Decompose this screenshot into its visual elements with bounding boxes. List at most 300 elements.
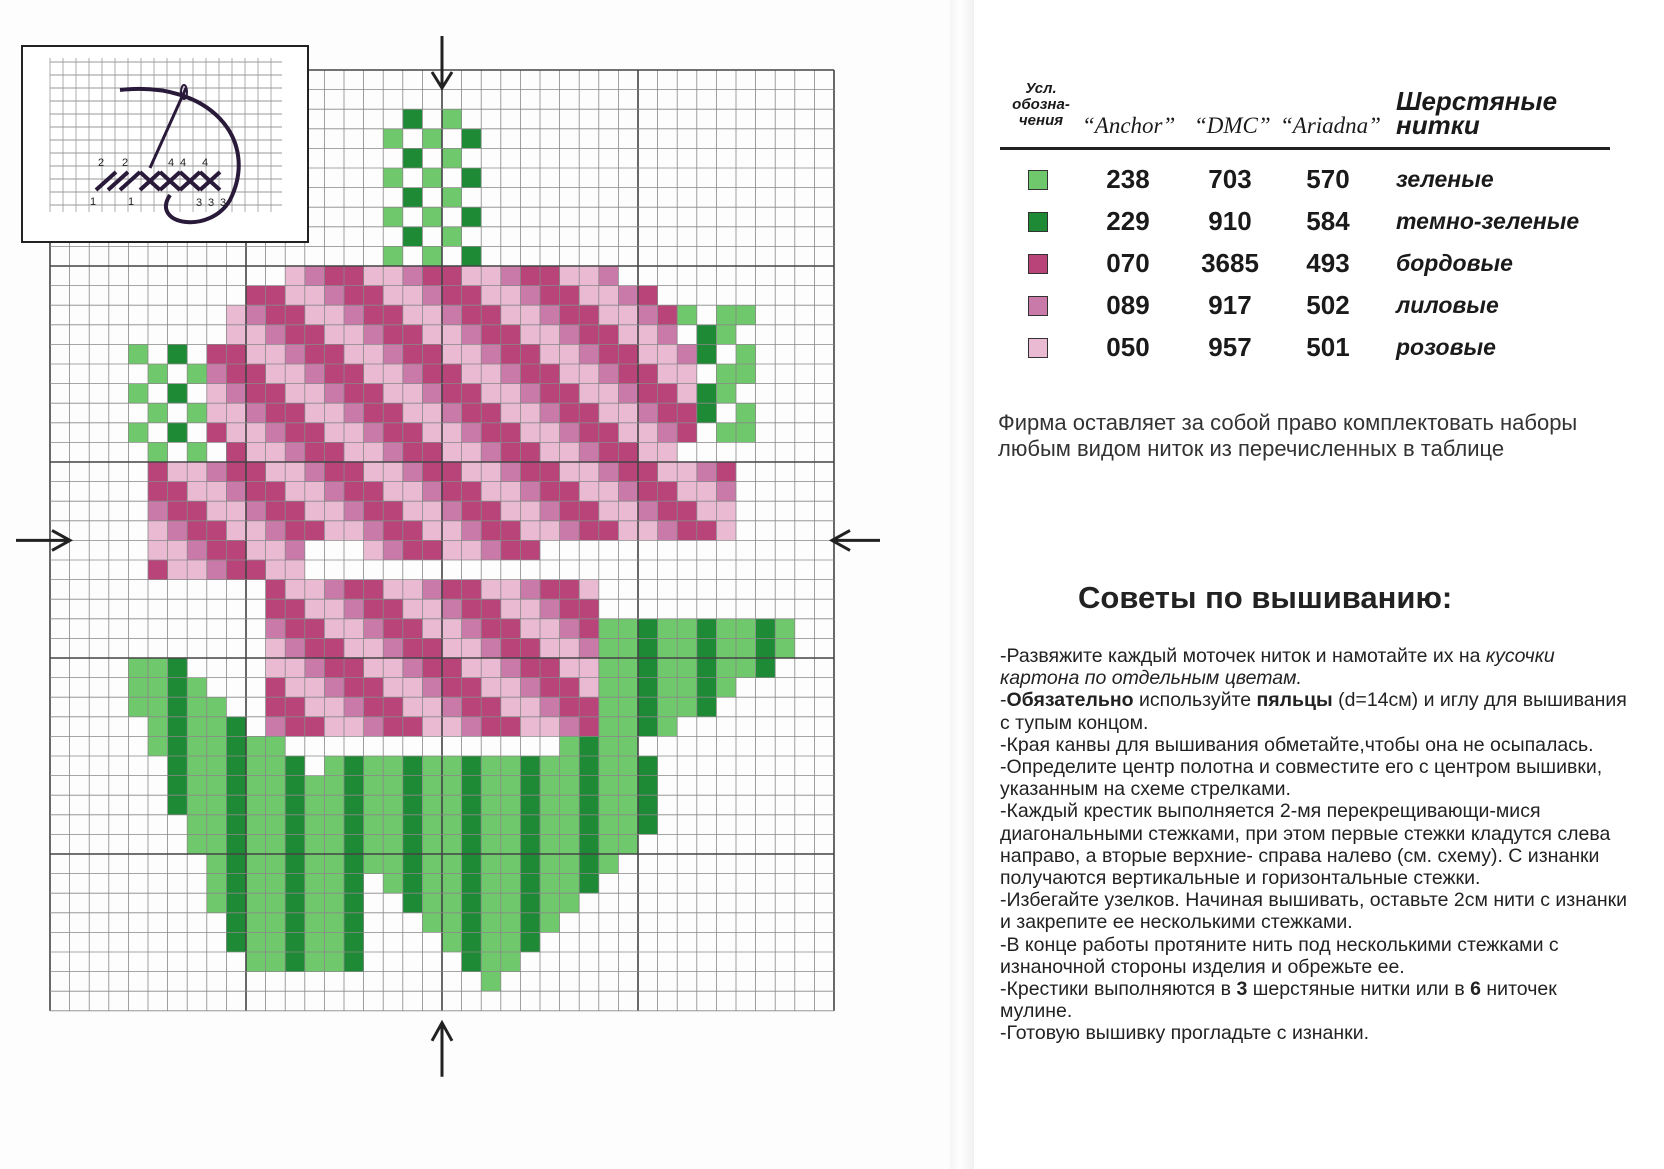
stitch-cell [716, 364, 736, 384]
stitch-cell [246, 305, 266, 325]
stitch-cell [716, 678, 736, 698]
pink-square-icon [1028, 338, 1048, 358]
stitch-cell [128, 697, 148, 717]
stitch-cell [226, 815, 246, 835]
center-arrow-bottom [432, 1023, 452, 1077]
stitch-cell [638, 305, 658, 325]
stitch-cell [324, 815, 344, 835]
stitch-cell [638, 658, 658, 678]
stitch-cell [344, 776, 364, 796]
stitch-cell [246, 482, 266, 502]
stitch-cell [226, 854, 246, 874]
stitch-cell [403, 834, 423, 854]
stitch-cell [599, 638, 619, 658]
stitch-cell [481, 305, 501, 325]
stitch-cell [481, 776, 501, 796]
stitch-cell [736, 658, 756, 678]
stitch-cell [246, 344, 266, 364]
stitch-cell [403, 109, 423, 129]
stitch-cell [442, 776, 462, 796]
stitch-cell [481, 344, 501, 364]
tip-text: -В конце работы протяните нить под несколькими стежками с изнаночной стороны изделия и обрежьте ее. [1000, 933, 1559, 978]
stitch-cell [520, 442, 540, 462]
stitch-cell [364, 795, 384, 815]
stitch-cell [501, 893, 521, 913]
stitch-cell [540, 638, 560, 658]
stitch-cell [403, 482, 423, 502]
stitch-cell [520, 815, 540, 835]
stitch-cell [579, 462, 599, 482]
stitch-cell [560, 364, 580, 384]
stitch-cell [148, 442, 168, 462]
tip-text: (d=14см) и иглу для вышивания с тупым концом. [1000, 689, 1627, 734]
stitch-cell [442, 227, 462, 247]
stitch-cell [324, 384, 344, 404]
stitch-cell [520, 756, 540, 776]
stitch-cell [422, 638, 442, 658]
stitch-cell [462, 540, 482, 560]
stitch-cell [305, 697, 325, 717]
stitch-cell [148, 521, 168, 541]
stitch-cell [305, 638, 325, 658]
stitch-cell [697, 482, 717, 502]
legend-header-wool: Шерстяные нитки [1396, 86, 1558, 140]
stitch-cell [697, 344, 717, 364]
stitch-cell [285, 932, 305, 952]
tip-text: Обязательно [1006, 689, 1134, 712]
stitch-cell [305, 266, 325, 286]
stitch-cell [422, 344, 442, 364]
stitch-cell [442, 521, 462, 541]
stitch-cell [638, 423, 658, 443]
stitch-cell [383, 697, 403, 717]
stitch-cell [266, 776, 286, 796]
stitch-cell [658, 462, 678, 482]
stitch-cell [305, 717, 325, 737]
stitch-cell [462, 913, 482, 933]
stitch-cell [716, 521, 736, 541]
stitch-cell [403, 325, 423, 345]
stitch-cell [462, 638, 482, 658]
stitch-cell [422, 815, 442, 835]
stitch-cell [246, 854, 266, 874]
stitch-cell [364, 305, 384, 325]
stitch-cell [266, 403, 286, 423]
stitch-cell [187, 403, 207, 423]
stitch-cell [462, 756, 482, 776]
stitch-cell [697, 658, 717, 678]
stitch-cell [697, 403, 717, 423]
stitch-cell [422, 286, 442, 306]
stitch-cell [716, 658, 736, 678]
stitch-cell [462, 403, 482, 423]
stitch-cell [422, 580, 442, 600]
stitch-cell [599, 462, 619, 482]
stitch-cell [148, 403, 168, 423]
stitch-cell [618, 697, 638, 717]
stitch-cell [501, 776, 521, 796]
stitch-cell [618, 462, 638, 482]
stitch-cell [618, 501, 638, 521]
stitch-cell [324, 874, 344, 894]
stitch-cell [207, 403, 227, 423]
stitch-cell [442, 599, 462, 619]
stitch-cell [422, 619, 442, 639]
stitch-cell [481, 697, 501, 717]
stitch-cell [599, 403, 619, 423]
stitch-cell [560, 521, 580, 541]
stitch-cell [148, 482, 168, 502]
stitch-cell [560, 423, 580, 443]
stitch-cell [344, 697, 364, 717]
stitch-cell [520, 893, 540, 913]
stitch-cell [226, 403, 246, 423]
stitch-cell [187, 442, 207, 462]
stitch-cell [462, 344, 482, 364]
stitch-cell [481, 521, 501, 541]
stitch-cell [716, 384, 736, 404]
stitch-cell [422, 893, 442, 913]
stitch-cell [618, 344, 638, 364]
stitch-cell [520, 795, 540, 815]
stitch-cell [226, 776, 246, 796]
stitch-cell [520, 619, 540, 639]
stitch-cell [481, 834, 501, 854]
stitch-cell [716, 482, 736, 502]
stitch-cell [187, 756, 207, 776]
stitch-cell [324, 599, 344, 619]
stitch-cell [246, 325, 266, 345]
stitch-cell [344, 384, 364, 404]
stitch-cell [403, 227, 423, 247]
stitch-cell [364, 501, 384, 521]
stitch-cell [403, 658, 423, 678]
stitch-cell [442, 932, 462, 952]
stitch-cell [422, 658, 442, 678]
stitch-cell [560, 834, 580, 854]
stitch-cell [736, 403, 756, 423]
stitch-cell [560, 854, 580, 874]
stitch-cell [266, 462, 286, 482]
stitch-cell [677, 501, 697, 521]
stitch-cell [226, 834, 246, 854]
stitch-cell [422, 874, 442, 894]
stitch-cell [246, 874, 266, 894]
stitch-cell [442, 815, 462, 835]
page-fold [950, 0, 974, 1169]
tip-text: шерстяные нитки или в [1247, 978, 1471, 1001]
stitch-cell [285, 795, 305, 815]
stitch-cell [383, 364, 403, 384]
stitch-cell [540, 286, 560, 306]
stitch-cell [324, 834, 344, 854]
stitch-cell [520, 462, 540, 482]
stitch-cell [579, 286, 599, 306]
stitch-cell [305, 776, 325, 796]
stitch-cell [540, 599, 560, 619]
stitch-cell [324, 776, 344, 796]
stitch-cell [383, 874, 403, 894]
stitch-cell [168, 717, 188, 737]
stitch-cell [305, 462, 325, 482]
stitch-cell [403, 580, 423, 600]
stitch-cell [599, 619, 619, 639]
stitch-cell [540, 462, 560, 482]
stitch-cell [462, 952, 482, 972]
stitch-cell [226, 736, 246, 756]
stitch-cell [442, 795, 462, 815]
stitch-cell [422, 384, 442, 404]
stitch-cell [618, 521, 638, 541]
stitch-cell [462, 442, 482, 462]
tip-text: -Готовую вышивку прогладьте с изнанки. [1000, 1022, 1370, 1045]
stitch-cell [344, 638, 364, 658]
stitch-cell [422, 168, 442, 188]
stitch-cell [442, 874, 462, 894]
stitch-cell [481, 266, 501, 286]
stitch-cell [599, 501, 619, 521]
stitch-cell [324, 266, 344, 286]
stitch-cell [344, 717, 364, 737]
stitch-cell [344, 834, 364, 854]
stitch-cell [560, 344, 580, 364]
legend-header-symbol: Усл. обозна- чения [1012, 80, 1070, 129]
stitch-cell [520, 874, 540, 894]
stitch-cell [579, 717, 599, 737]
stitch-cell [383, 403, 403, 423]
stitch-cell [736, 344, 756, 364]
stitch-cell [207, 384, 227, 404]
stitch-cell [599, 384, 619, 404]
stitch-cell [207, 540, 227, 560]
stitch-cell [207, 815, 227, 835]
green-diagonal-icon [1028, 170, 1048, 190]
stitch-cell [305, 521, 325, 541]
stitch-cell [520, 286, 540, 306]
stitch-cell [481, 501, 501, 521]
stitch-cell [560, 305, 580, 325]
stitch-cell [305, 619, 325, 639]
stitch-cell [736, 423, 756, 443]
stitch-cell [658, 697, 678, 717]
stitch-cell [187, 364, 207, 384]
stitch-cell [305, 678, 325, 698]
stitch-cell [736, 364, 756, 384]
tip-item [1000, 734, 1630, 756]
stitch-cell [344, 344, 364, 364]
stitch-cell [266, 482, 286, 502]
stitch-cell [305, 932, 325, 952]
stitch-cell [462, 129, 482, 149]
center-arrow-right [832, 530, 880, 550]
stitch-cell [246, 952, 266, 972]
legend-wool-color: бордовые [1396, 250, 1513, 276]
stitch-cell [462, 266, 482, 286]
stitch-cell [305, 344, 325, 364]
stitch-cell [207, 364, 227, 384]
stitch-cell [540, 756, 560, 776]
stitch-cell [540, 834, 560, 854]
stitch-cell [736, 305, 756, 325]
stitch-cell [383, 521, 403, 541]
stitch-cell [775, 638, 795, 658]
legend-header-ariadna: “Ariadna” [1280, 113, 1381, 138]
legend-dmc-code: 703 [1208, 164, 1252, 194]
stitch-cell [305, 384, 325, 404]
stitch-cell [403, 266, 423, 286]
stitch-cell [285, 756, 305, 776]
stitch-cell [344, 364, 364, 384]
stitch-cell [168, 423, 188, 443]
tip-item [1000, 978, 1630, 1022]
stitch-cell [560, 403, 580, 423]
stitch-cell [266, 795, 286, 815]
stitch-cell [207, 501, 227, 521]
stitch-cell [540, 580, 560, 600]
stitch-cell [560, 442, 580, 462]
stitch-cell [305, 874, 325, 894]
stitch-cell [442, 756, 462, 776]
stitch-cell [481, 619, 501, 639]
stitch-cell [599, 423, 619, 443]
stitch-cell [560, 658, 580, 678]
stitch-cell [266, 501, 286, 521]
stitch-cell [324, 442, 344, 462]
stitch-cell [481, 913, 501, 933]
stitch-cell [481, 599, 501, 619]
stitch-cell [481, 540, 501, 560]
stitch-cell [364, 540, 384, 560]
stitch-cell [187, 521, 207, 541]
stitch-cell [599, 325, 619, 345]
stitch-cell [266, 540, 286, 560]
stitch-cell [207, 776, 227, 796]
stitch-cell [481, 403, 501, 423]
stitch-cell [501, 462, 521, 482]
legend-anchor-code: 229 [1106, 206, 1150, 236]
stitch-cell [677, 638, 697, 658]
stitch-cell [364, 482, 384, 502]
stitch-cell [618, 305, 638, 325]
stitch-cell [618, 736, 638, 756]
stitch-cell [422, 129, 442, 149]
stitch-cell [324, 344, 344, 364]
stitch-cell [599, 266, 619, 286]
stitch-cell [403, 501, 423, 521]
legend-ariadna-code: 502 [1306, 290, 1350, 320]
stitch-cell [422, 482, 442, 502]
stitch-cell [266, 364, 286, 384]
stitch-cell [540, 619, 560, 639]
stitch-cell [226, 932, 246, 952]
stitch-cell [658, 364, 678, 384]
stitch-cell [226, 717, 246, 737]
stitch-cell [481, 482, 501, 502]
stitch-cell [462, 815, 482, 835]
stitch-cell [285, 913, 305, 933]
stitch-cell [226, 325, 246, 345]
stitch-cell [364, 599, 384, 619]
stitch-cell [246, 521, 266, 541]
stitch-cell [481, 286, 501, 306]
stitch-cell [520, 697, 540, 717]
stitch-cell [285, 599, 305, 619]
stitch-cell [422, 913, 442, 933]
stitch-cell [462, 599, 482, 619]
stitch-cell [266, 619, 286, 639]
stitch-cell [520, 521, 540, 541]
stitch-cell [481, 815, 501, 835]
stitch-cell [364, 442, 384, 462]
stitch-cell [383, 325, 403, 345]
stitch-cell [520, 658, 540, 678]
stitch-cell [344, 305, 364, 325]
stitch-cell [266, 658, 286, 678]
stitch-cell [501, 638, 521, 658]
stitch-cell [285, 403, 305, 423]
stitch-cell [285, 952, 305, 972]
stitch-cell [697, 697, 717, 717]
stitch-cell [344, 580, 364, 600]
stitch-cell [481, 325, 501, 345]
stitch-cell [285, 619, 305, 639]
stitch-cell [324, 932, 344, 952]
stitch-cell [756, 619, 776, 639]
stitch-cell [364, 266, 384, 286]
stitch-cell [442, 717, 462, 737]
stitch-cell [383, 462, 403, 482]
tip-text: -Развяжите каждый моточек ниток и намотайте их на [1000, 645, 1486, 667]
stitch-cell [324, 403, 344, 423]
stitch-cell [207, 834, 227, 854]
stitch-cell [540, 403, 560, 423]
stitch-cell [305, 501, 325, 521]
stitch-cell [618, 756, 638, 776]
stitch-cell [560, 462, 580, 482]
stitch-cell [540, 717, 560, 737]
stitch-cell [462, 658, 482, 678]
stitch-cell [599, 854, 619, 874]
stitch-cell [168, 560, 188, 580]
stitch-cell [207, 344, 227, 364]
stitch-cell [677, 462, 697, 482]
legend-wool-color: темно-зеленые [1396, 208, 1580, 234]
stitch-cell [403, 423, 423, 443]
stitch-cell [187, 697, 207, 717]
stitch-cell [364, 521, 384, 541]
stitch-cell [148, 678, 168, 698]
stitch-cell [756, 638, 776, 658]
stitch-cell [422, 246, 442, 266]
stitch-cell [442, 148, 462, 168]
stitch-cell [599, 736, 619, 756]
stitch-cell [187, 501, 207, 521]
stitch-cell [187, 717, 207, 737]
stitch-cell [226, 521, 246, 541]
stitch-cell [148, 658, 168, 678]
tip-item [1000, 689, 1630, 733]
stitch-cell [501, 795, 521, 815]
stitch-cell [266, 697, 286, 717]
stitch-cell [422, 423, 442, 443]
stitch-cell [481, 756, 501, 776]
stitch-cell [560, 580, 580, 600]
stitch-cell [207, 697, 227, 717]
stitch-cell [422, 266, 442, 286]
stitch-cell [207, 736, 227, 756]
stitch-cell [481, 423, 501, 443]
tip-item [1000, 934, 1630, 978]
